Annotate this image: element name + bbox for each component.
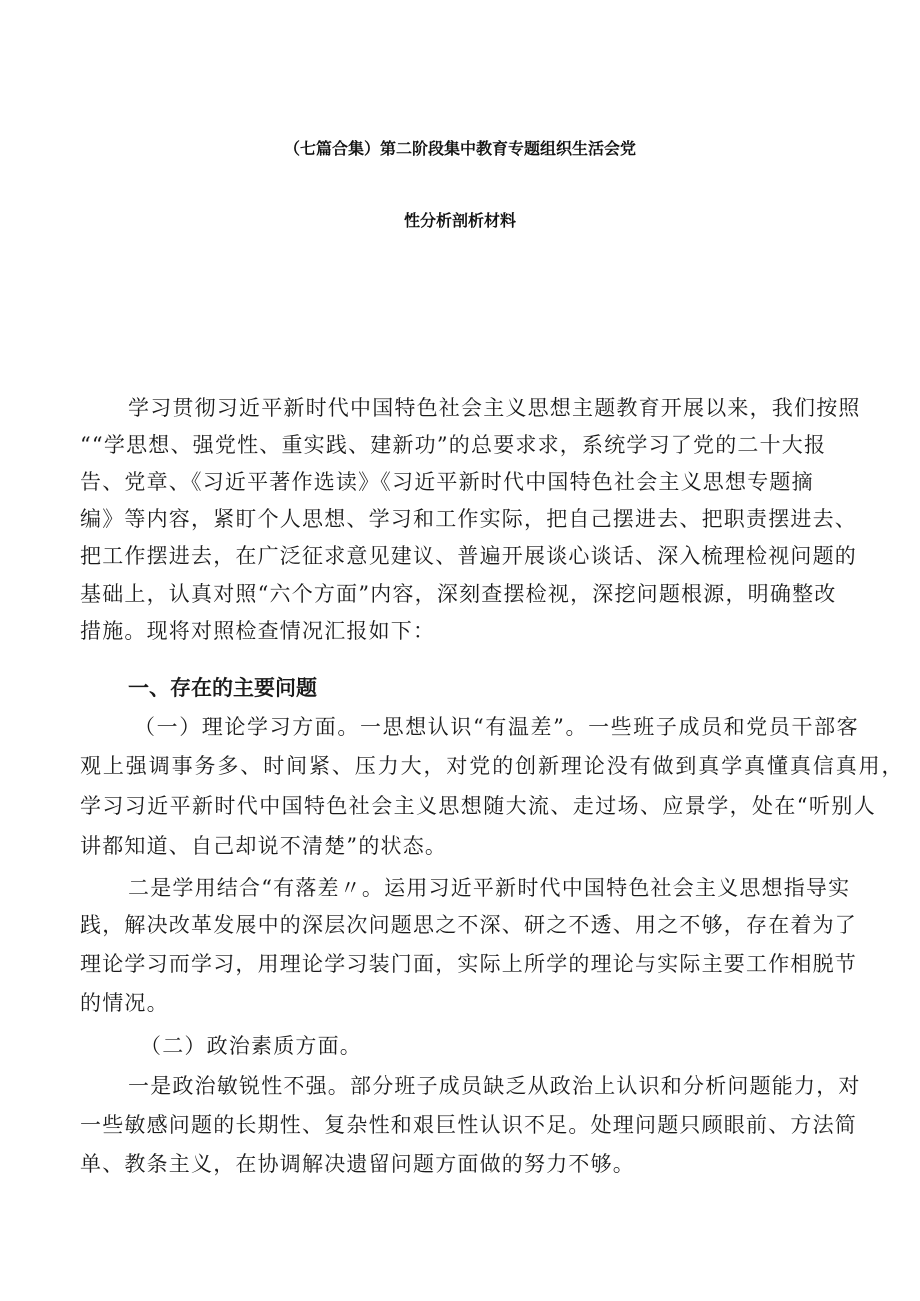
paragraph-line: 讲都知道、自己却说不清楚”的状态。 <box>80 834 448 858</box>
document-title-line-1: （七篇合集）第二阶段集中教育专题组织生活会党 <box>283 139 636 158</box>
intro-line: 把工作摆进去，在广泛征求意见建议、普遍开展谈心谈话、深入梳理检视问题的 <box>80 544 857 568</box>
paragraph-line: 理论学习而学习，用理论学习装门面，实际上所学的理论与实际主要工作相脱节 <box>80 952 857 976</box>
subsection-heading: （二）政治素质方面。 <box>140 1034 362 1058</box>
intro-line: ““学思想、强党性、重实践、建新功”的总要求求，系统学习了党的二十大报 <box>80 433 827 457</box>
intro-line: 告、党章、《习近平著作选读》《习近平新时代中国特色社会主义思想专题摘 <box>80 470 814 494</box>
paragraph-line: 观上强调事务多、时间紧、压力大，对党的创新理论没有做到真学真懂真信真用， <box>80 754 905 778</box>
intro-line: 编》等内容，紧盯个人思想、学习和工作实际，把自己摆进去、把职责摆进去、 <box>80 507 857 531</box>
paragraph-line: （一）理论学习方面。一思想认识“有温差”。一些班子成员和党员干部客 <box>134 715 860 739</box>
paragraph-line: 学习习近平新时代中国特色社会主义思想随大流、走过场、应景学，处在“听别人 <box>80 794 877 818</box>
document-title-line-2: 性分析剖析材料 <box>403 211 516 230</box>
intro-line: 学习贯彻习近平新时代中国特色社会主义思想主题教育开展以来，我们按照 <box>128 396 861 420</box>
paragraph-line: 一是政治敏锐性不强。部分班子成员缺乏从政治上认识和分析问题能力，对 <box>128 1074 861 1098</box>
paragraph-line: 单、教条主义，在协调解决遗留问题方面做的努力不够。 <box>80 1152 635 1176</box>
paragraph-line: 践，解决改革发展中的深层次问题思之不深、研之不透、用之不够，存在着为了 <box>80 913 857 937</box>
paragraph-line: 的情况。 <box>80 991 169 1015</box>
paragraph-line: 一些敏感问题的长期性、复杂性和艰巨性认识不足。处理问题只顾眼前、方法简 <box>80 1113 857 1137</box>
intro-line: 基础上，认真对照“六个方面”内容，深刻查摆检视，深挖问题根源，明确整改 <box>80 582 837 606</box>
paragraph-line: 二是学用结合“有落差〃。运用习近平新时代中国特色社会主义思想指导实 <box>128 876 851 900</box>
intro-line: 措施。现将对照检查情况汇报如下： <box>80 619 436 643</box>
section-heading: 一、存在的主要问题 <box>128 676 317 700</box>
